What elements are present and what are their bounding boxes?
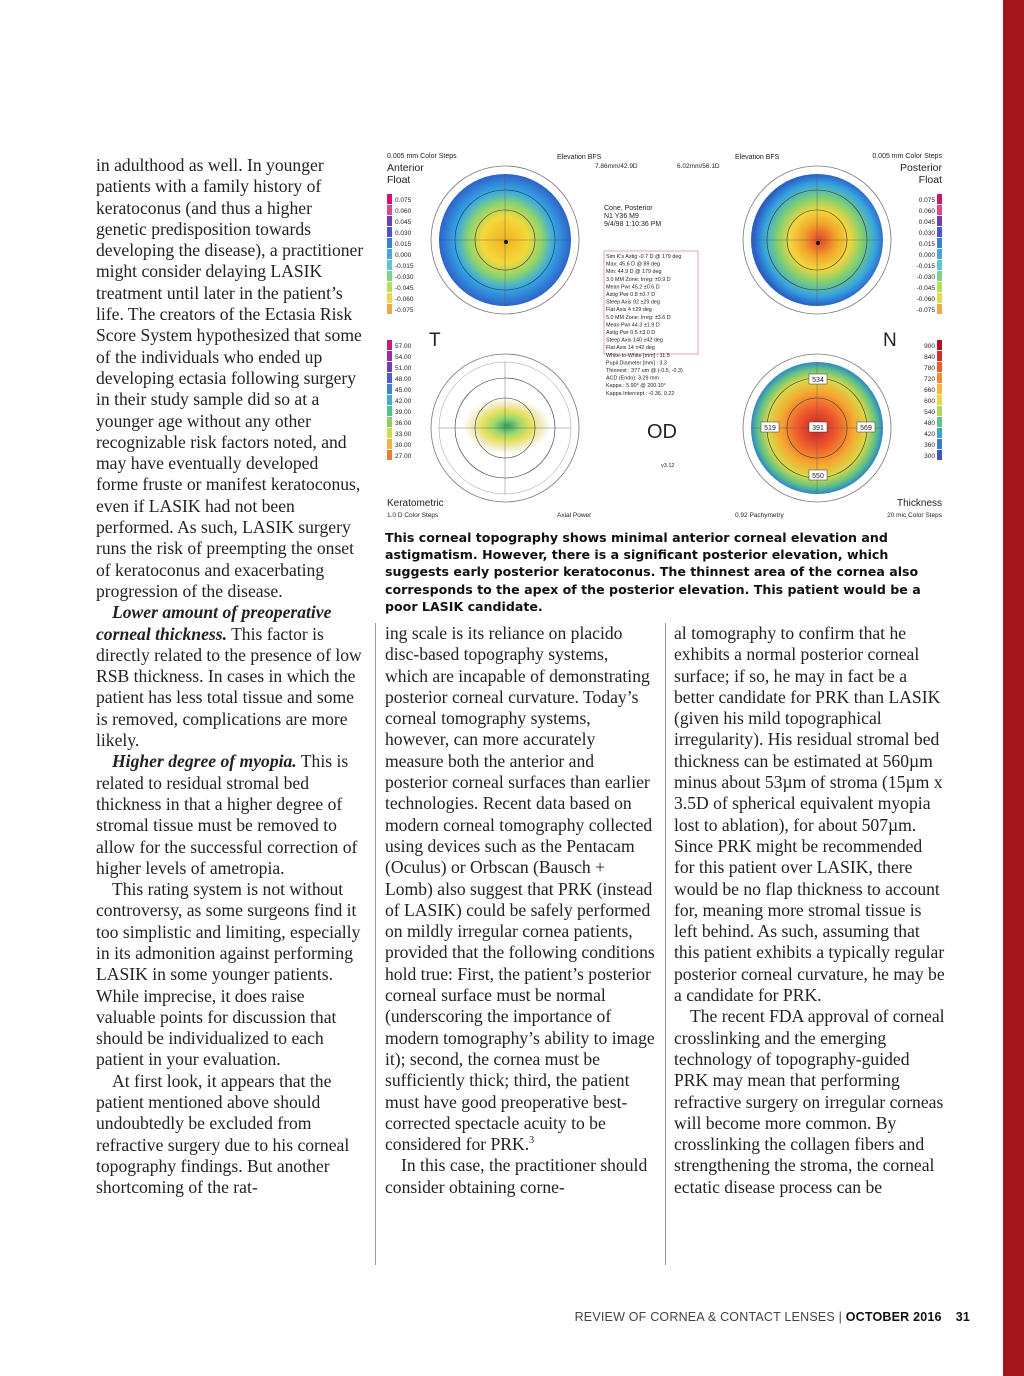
stat-line: Kappa Intercept : -0.36, 0.22 — [606, 390, 675, 397]
scale-value: 600 — [924, 398, 935, 405]
scale-value: 720 — [924, 376, 935, 383]
scale-value: -0.075 — [395, 307, 414, 314]
column-1 — [96, 155, 364, 1199]
nasal-label: N — [883, 330, 897, 351]
paragraph: At first look, it appears that the patient mentioned above should undoubtedly be excluded from refractive surgery due to his corneal topography findings. But another shortcoming of the rat- — [96, 1070, 350, 1198]
color-swatch — [387, 428, 392, 438]
stat-line: Sim K's Astig -0.7 D @ 179 deg — [606, 254, 682, 260]
scale-value: 48.00 — [395, 376, 412, 383]
patient-line: 9/4/98 1:10:36 PM — [604, 221, 662, 228]
run-in-heading: Lower amount of preoperative corneal thickness. — [96, 602, 332, 644]
color-swatch — [937, 340, 942, 350]
stat-line: Pupil Diameter [mm] : 3.3 — [606, 360, 667, 367]
stat-line: 3.0 MM Zone: Irreg: ±0.9 D — [606, 276, 671, 283]
scale-value: -0.030 — [395, 274, 414, 281]
color-swatch — [387, 260, 392, 270]
stat-line: Kappa : 5.90° @ 200.10° — [606, 383, 666, 390]
color-swatch — [937, 282, 942, 292]
scale-value: 0.000 — [918, 252, 935, 259]
map-title: Posterior — [899, 162, 942, 174]
stat-line: Flat Axis 4 ±29 deg — [606, 307, 652, 314]
color-scale-left-top — [387, 194, 414, 314]
scale-label: 0.005 mm Color Steps — [387, 153, 457, 160]
scale-value: -0.045 — [916, 285, 935, 292]
corneal-topography-figure — [385, 150, 945, 520]
scale-value: 42.00 — [395, 398, 412, 405]
stat-line: Max: 45.6 D @ 89 deg — [606, 261, 661, 268]
stat-line: ACD (Endo): 3.29 mm — [606, 375, 660, 382]
bfs-value: 7.86mm/42.9D — [595, 163, 638, 170]
scale-label: 0.005 mm Color Steps — [872, 153, 942, 160]
map-label: 0.92 Pachymetry — [735, 512, 784, 519]
scale-value: 900 — [924, 343, 935, 350]
map-label: Axial Power — [557, 512, 592, 519]
run-in-heading: Higher degree of myopia. — [112, 751, 297, 772]
color-swatch — [387, 406, 392, 416]
scale-value: 39.00 — [395, 409, 412, 416]
scale-label: 20 mic Color Steps — [887, 512, 942, 519]
stat-line: Thinnest : 377 um @ (-0.5, -0.3) — [606, 368, 683, 374]
color-swatch — [937, 304, 942, 314]
color-swatch — [937, 417, 942, 427]
page-footer — [575, 1310, 970, 1324]
scale-value: 0.045 — [918, 219, 935, 226]
color-swatch — [387, 395, 392, 405]
scale-value: -0.075 — [916, 307, 935, 314]
scale-value: 0.015 — [918, 241, 935, 248]
map-title: Float — [918, 174, 942, 186]
color-swatch — [937, 238, 942, 248]
color-swatch — [387, 216, 392, 226]
page-edge-color-bar — [1003, 0, 1024, 1376]
color-swatch — [937, 450, 942, 460]
stat-line: 5.0 MM Zone: Irreg: ±3.6 D — [606, 314, 671, 321]
color-swatch — [387, 249, 392, 259]
software-version: v3.12 — [661, 463, 675, 469]
issue-date: OCTOBER 2016 — [845, 1310, 942, 1324]
color-swatch — [387, 205, 392, 215]
scale-value: 0.075 — [918, 197, 935, 204]
scale-value: 51.00 — [395, 365, 412, 372]
color-swatch — [937, 362, 942, 372]
scale-value: 840 — [924, 354, 935, 361]
reference-number: 3 — [529, 1135, 535, 1147]
figure-caption: This corneal topography shows minimal anterior corneal elevation and astigmatism. However, there is a significant posterior elevation, which suggests early posterior keratoconus. The thinnest area of the cornea also corresponds to the apex of the posterior elevation. This patient would be a poor LASIK candidate. — [385, 530, 921, 614]
anterior-float-map — [431, 166, 579, 314]
color-swatch — [387, 271, 392, 281]
color-swatch — [387, 304, 392, 314]
stat-line: Steep Axis 92 ±29 deg — [606, 299, 660, 306]
pachy-value: 391 — [812, 425, 824, 432]
scale-value: 54.00 — [395, 354, 412, 361]
color-swatch — [937, 205, 942, 215]
paragraph: The recent FDA approval of corneal crosslinking and the emerging technology of topography-guided PRK may mean that performing refractive surgery on irregular corneas will become more common. By crosslinking the collagen fibers and strengthening the stroma, the corneal ectatic disease process can be — [674, 1006, 945, 1197]
scale-value: 0.060 — [395, 208, 412, 215]
color-swatch — [937, 260, 942, 270]
paragraph: Lower amount of preoperative corneal thickness. This factor is directly related to the presence of low RSB thickness. In cases in which the patient has less total tissue and some is removed, complications are more likely. — [96, 602, 362, 751]
color-swatch — [937, 293, 942, 303]
scale-value: 780 — [924, 365, 935, 372]
color-swatch — [937, 439, 942, 449]
color-swatch — [937, 395, 942, 405]
scale-value: 33.00 — [395, 431, 412, 438]
scale-value: 300 — [924, 453, 935, 460]
color-swatch — [387, 362, 392, 372]
scale-value: 45.00 — [395, 387, 412, 394]
stat-line: Min: 44.9 D @ 179 deg — [606, 269, 662, 276]
color-scale-right-bottom — [924, 340, 942, 460]
map-title: Thickness — [896, 498, 942, 509]
journal-name: REVIEW OF CORNEA & CONTACT LENSES | — [574, 1310, 846, 1324]
map-label: Elevation BFS — [557, 154, 602, 161]
paragraph: in adulthood as well. In younger patients with a family history of keratoconus (and thus a higher genetic predisposition towards developing the disease), a practitioner might consider delaying LASIK treatment until later in the patient’s life. The creators of the Ectasia Risk Score System hypothesized that some of the individuals who ended up developing ectasia following surgery in their study sample did so at a younger age without any other recognizable risk factors noted, and may have eventually developed forme fruste or manifest keratoconus, even if LASIK had not been performed. As such, LASIK surgery runs the risk of preempting the onset of keratoconus and exacerbating progression of the disease. — [96, 155, 364, 601]
scale-value: 36.00 — [395, 420, 412, 427]
pachy-value: 569 — [860, 425, 872, 432]
stat-line: Astig Pwr 0.8 ±0.7 D — [606, 292, 656, 298]
color-swatch — [387, 351, 392, 361]
topography-map-image — [385, 150, 945, 520]
page-number: 31 — [955, 1310, 970, 1324]
pachy-value: 550 — [812, 473, 824, 480]
scale-value: 480 — [924, 420, 935, 427]
color-swatch — [387, 238, 392, 248]
stat-line: Astig Pwr 0.5 ±3.0 D — [606, 330, 656, 336]
scale-value: -0.060 — [395, 296, 414, 303]
stat-line: White-to-White [mm] : 11.5 — [606, 352, 670, 359]
color-swatch — [937, 373, 942, 383]
color-swatch — [937, 194, 942, 204]
color-swatch — [937, 271, 942, 281]
paragraph: This rating system is not without controversy, as some surgeons find it too simplistic and limiting, especially in its admonition against performing LASIK in some younger patients. While imprecise, it does raise valuable points for discussion that should be individualized to each patient in your evaluation. — [96, 879, 361, 1070]
scale-value: 57.00 — [395, 343, 412, 350]
stat-line: Flat Axis 14 ±42 deg — [606, 345, 655, 352]
scale-value: 27.00 — [395, 453, 412, 460]
bfs-value: 6.02mm/56.1D — [677, 163, 720, 170]
scale-label: 1.0 D Color Steps — [387, 512, 439, 519]
column-divider — [665, 623, 666, 1265]
color-swatch — [937, 428, 942, 438]
color-scale-right-top — [917, 194, 942, 314]
paragraph: al tomography to confirm that he exhibits a normal posterior corneal surface; if so, he may in fact be a better candidate for PRK than LASIK (given his mild topographical irregularity). His residual stromal bed thickness can be estimated at 560µm minus about 53µm of stroma (15µm x 3.5D of spherical equivalent myopia lost to ablation), for about 507µm. Since PRK might be recommended for this patient over LASIK, there would be no flap thickness to account for, meaning more stromal tissue is left behind. As such, assuming that this patient exhibits a typically regular posterior corneal curvature, he may be a candidate for PRK. — [674, 623, 945, 1006]
scale-value: 0.015 — [395, 241, 412, 248]
color-swatch — [387, 194, 392, 204]
scale-value: 0.030 — [918, 230, 935, 237]
scale-value: 660 — [924, 387, 935, 394]
topography-statistics — [606, 254, 683, 397]
scale-value: 540 — [924, 409, 935, 416]
scale-value: 0.045 — [395, 219, 412, 226]
stat-line: Mean Pwr 44.3 ±1.9 D — [606, 322, 660, 329]
pachy-value: 519 — [764, 425, 776, 432]
column-divider — [375, 623, 376, 1265]
scale-value: -0.045 — [395, 285, 414, 292]
pachy-value: 534 — [812, 377, 824, 384]
color-swatch — [937, 249, 942, 259]
scale-value: 30.00 — [395, 442, 412, 449]
color-swatch — [387, 293, 392, 303]
map-title: Float — [387, 174, 411, 186]
eye-label: OD — [647, 421, 677, 443]
posterior-float-map — [743, 166, 891, 314]
paragraph: In this case, the practitioner should consider obtaining corne- — [385, 1155, 648, 1197]
color-swatch — [937, 384, 942, 394]
map-title: Keratometric — [387, 498, 444, 509]
map-label: Elevation BFS — [735, 154, 780, 161]
color-swatch — [937, 227, 942, 237]
scale-value: 0.075 — [395, 197, 412, 204]
color-swatch — [937, 216, 942, 226]
paragraph: ing scale is its reliance on placido disc-based topography systems, which are incapable of demonstrating posterior corneal curvature. Today’s corneal tomography systems, however, can more accurately measure both the anterior and posterior corneal surfaces than earlier technologies. Recent data based on modern corneal tomography collected using devices such as the Pentacam (Oculus) or Orbscan (Bausch + Lomb) also suggest that PRK (instead of LASIK) could be safely performed on mildly irregular cornea patients, provided that the following conditions hold true: First, the patient’s posterior corneal surface must be normal (underscoring the importance of modern tomography’s ability to image it); second, the cornea must be sufficiently thick; third, the patient must have good preoperative best-corrected spectacle acuity to be considered for PRK.$^3$ — [385, 623, 655, 1155]
color-swatch — [387, 439, 392, 449]
scale-value: -0.060 — [916, 296, 935, 303]
scale-value: 360 — [924, 442, 935, 449]
color-swatch — [387, 384, 392, 394]
patient-line: N1 Y36 M9 — [604, 213, 639, 220]
scale-value: -0.015 — [395, 263, 414, 270]
temporal-label: T — [429, 330, 441, 351]
color-swatch — [387, 282, 392, 292]
color-swatch — [387, 227, 392, 237]
scale-value: 0.000 — [395, 252, 412, 259]
scale-value: -0.015 — [916, 263, 935, 270]
color-swatch — [387, 450, 392, 460]
stat-line: Mean Pwr 45.2 ±0.6 D — [606, 284, 660, 291]
keratometric-map — [431, 354, 579, 502]
paragraph: Higher degree of myopia. This is related to residual stromal bed thickness in that a higher degree of stromal tissue must be removed to allow for the successful correction of higher levels of ametropia. — [96, 751, 358, 878]
column-3 — [674, 623, 946, 1198]
color-swatch — [387, 340, 392, 350]
column-2 — [385, 623, 655, 1198]
color-swatch — [937, 351, 942, 361]
color-scale-left-bottom — [387, 340, 412, 460]
scale-value: 0.060 — [918, 208, 935, 215]
patient-line: Cone, Posterior — [604, 205, 653, 212]
scale-value: 420 — [924, 431, 935, 438]
color-swatch — [387, 417, 392, 427]
color-swatch — [937, 406, 942, 416]
stat-line: Steep Axis 140 ±42 deg — [606, 337, 663, 344]
scale-value: -0.030 — [916, 274, 935, 281]
color-swatch — [387, 373, 392, 383]
scale-value: 0.030 — [395, 230, 412, 237]
map-title: Anterior — [387, 162, 424, 174]
